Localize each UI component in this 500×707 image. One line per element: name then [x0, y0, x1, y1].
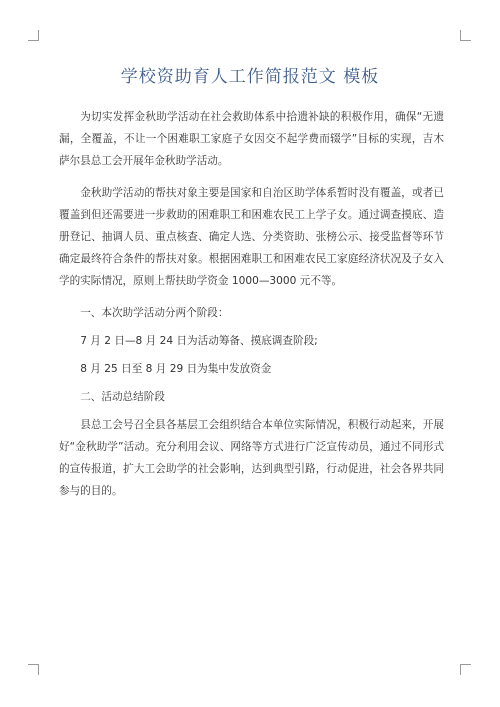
paragraph-summary: 县总工会号召全县各基层工会组织结合本单位实际情况，积极行动起来，开展好“金秋助学”活动。充分利用会议、网络等方式进行广泛宣传动员，通过不同形式的宣传报道，扩大工会助学的社会影响，达到典型引路，行动促进，社会各界共同参与的目的。 [59, 419, 444, 497]
paragraph-stage-one: 7 月 2 日—8 月 24 日为活动筹备、摸底调查阶段; [80, 335, 318, 347]
crop-mark-top-right [460, 30, 471, 41]
crop-mark-bottom-left [28, 664, 39, 675]
crop-mark-top-left [28, 30, 39, 41]
paragraph-section-two-heading: 二、活动总结阶段 [80, 391, 165, 403]
paragraph-intro: 为切实发挥金秋助学活动在社会救助体系中拾遗补缺的积极作用，确保“无遗漏，全覆盖，不让一个困难职工家庭子女因交不起学费而辍学”目标的实现，吉木萨尔县总工会开展年金秋助学活动。 [59, 111, 444, 167]
paragraph-section-one-heading: 一、本次助学活动分两个阶段： [80, 307, 229, 319]
document-body [59, 106, 444, 512]
document-title: 学校资助育人工作简报范文 模板 [120, 67, 380, 87]
paragraph-stage-two: 8 月 25 日至 8 月 29 日为集中发放资金 [80, 363, 272, 375]
crop-mark-bottom-right [460, 664, 471, 675]
paragraph-targets: 金秋助学活动的帮扶对象主要是国家和自治区助学体系暂时没有覆盖，或者已覆盖到但还需要进一步救助的困难职工和困难农民工上学子女。通过调查摸底、造册登记、抽调人员、重点核查、确定人选、分类资助、张榜公示、接受监督等环节确定最终符合条件的帮扶对象。根据困难职工和困难农民工家庭经济状况及子女入学的实际情况，原则上帮扶助学资金 1000—3000 元不等。 [59, 187, 444, 287]
